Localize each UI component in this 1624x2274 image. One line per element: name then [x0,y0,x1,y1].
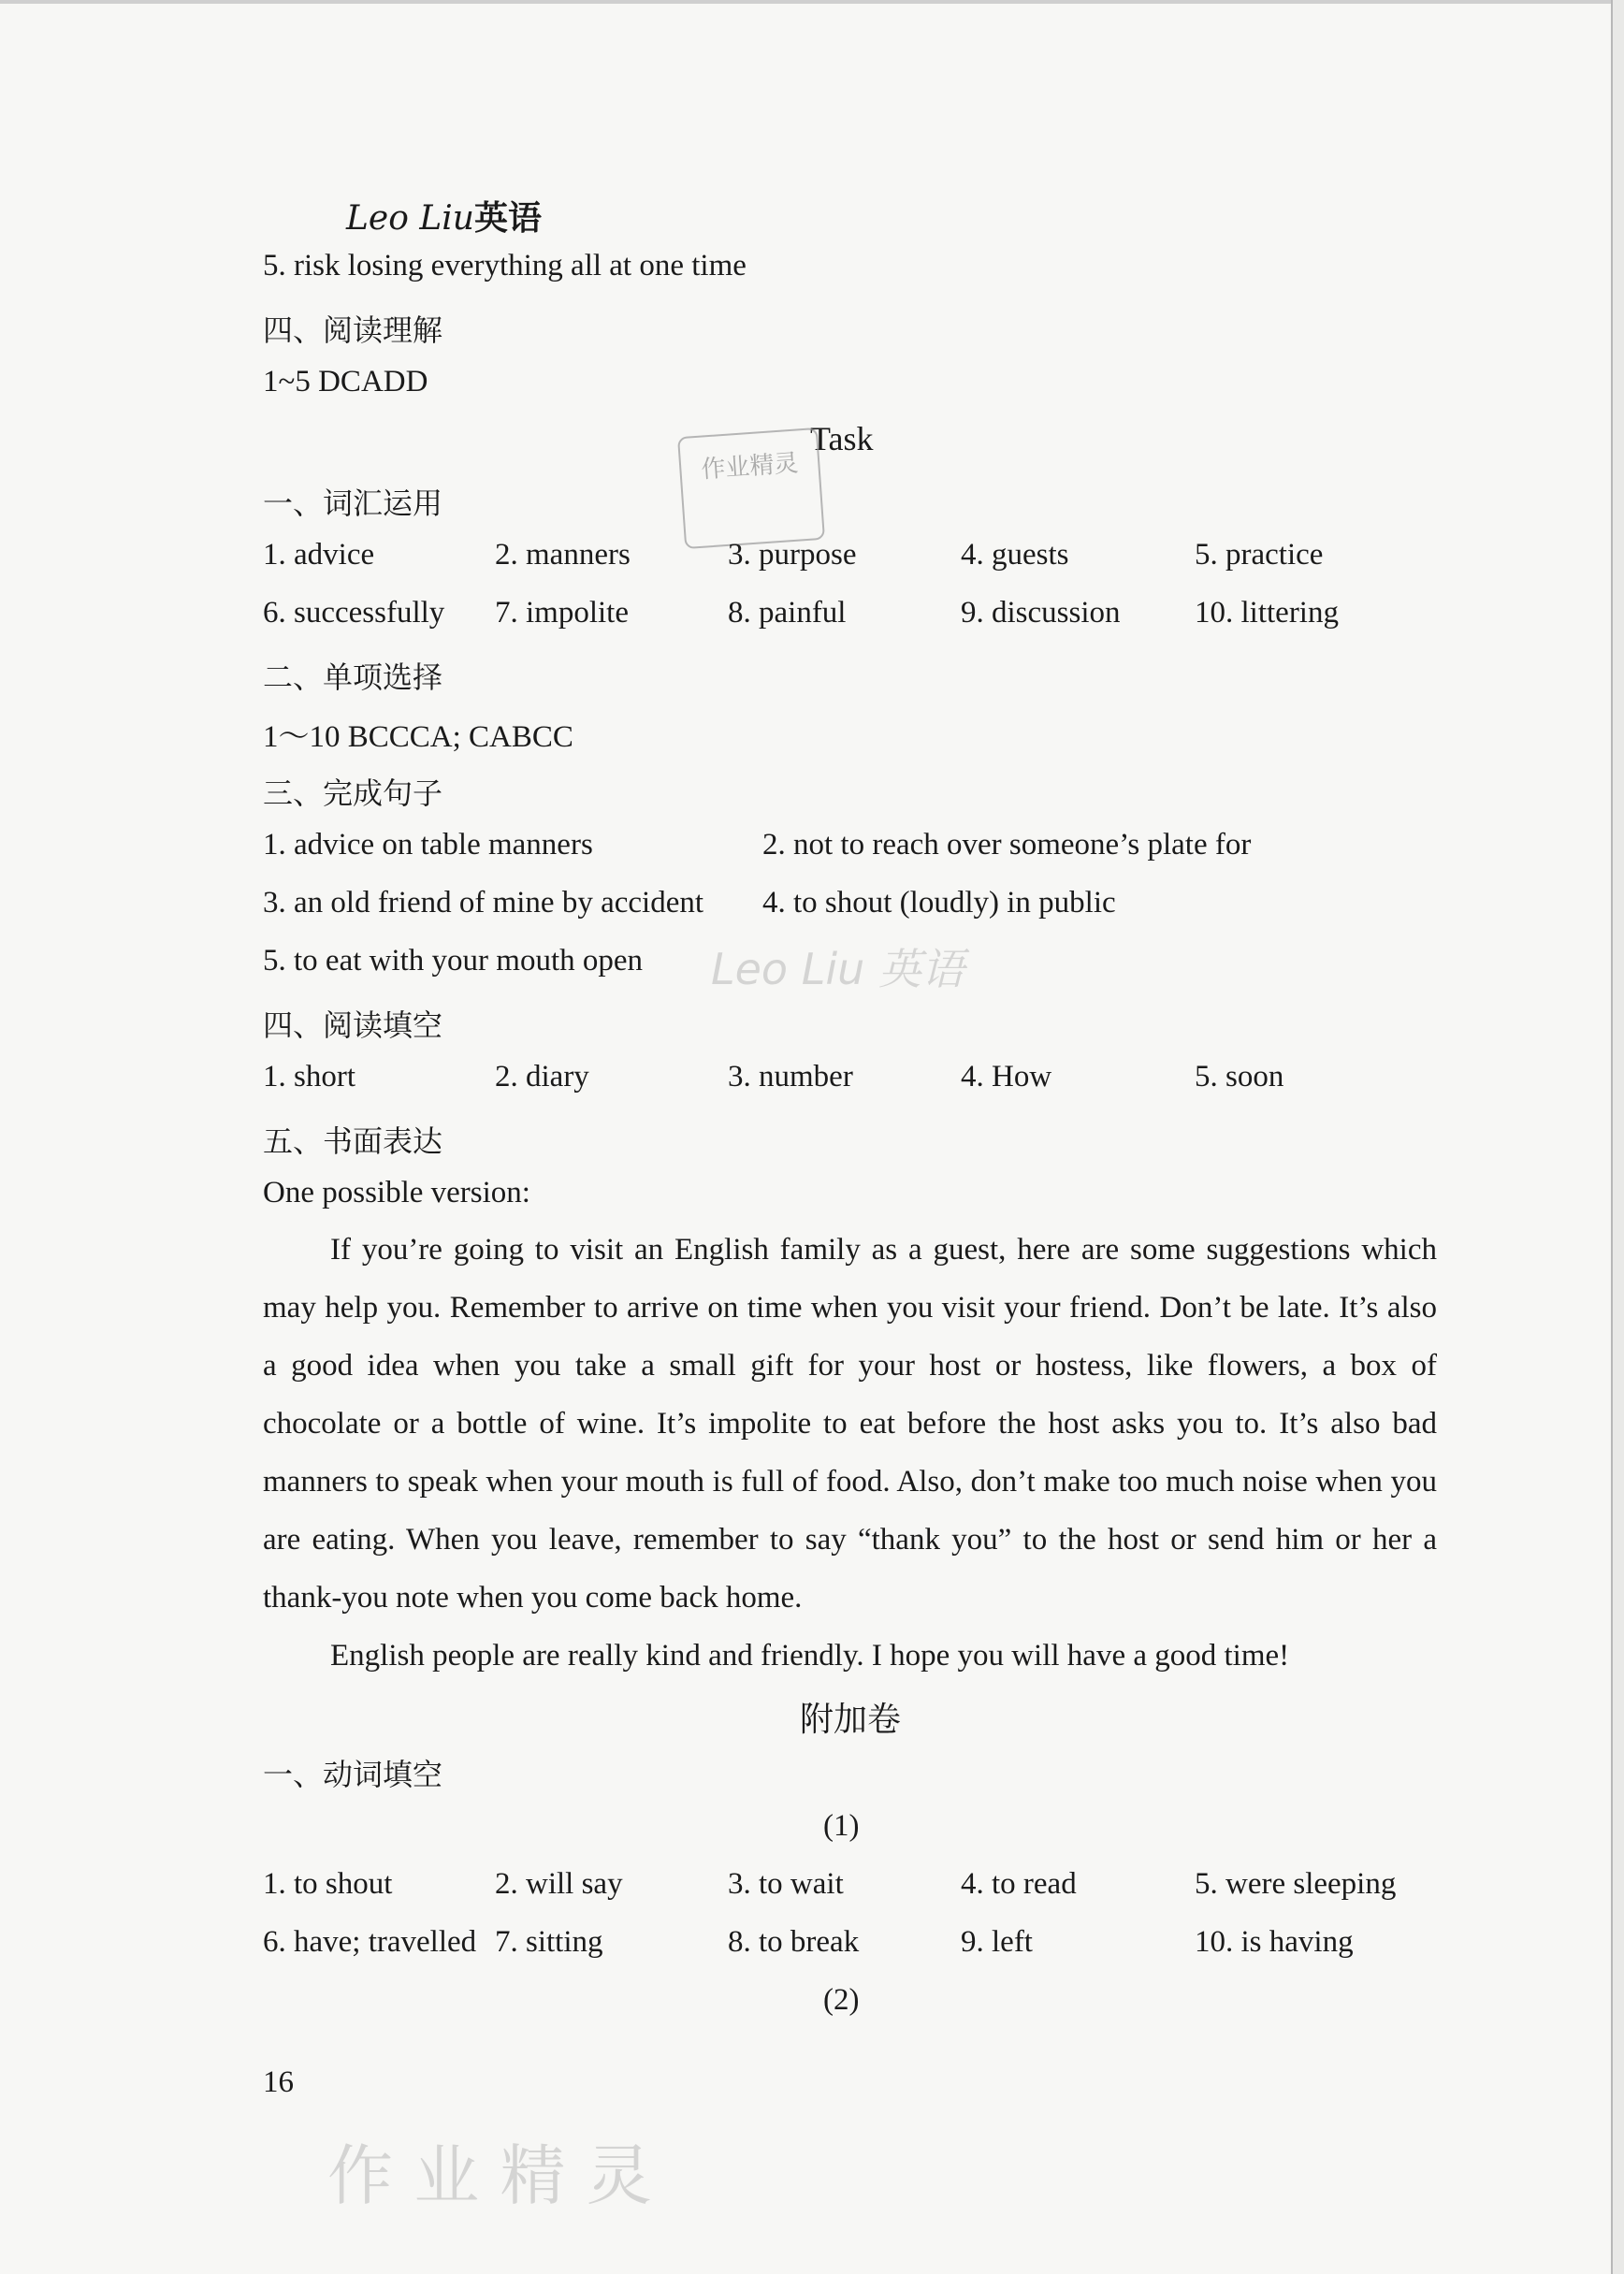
sentences-row-1 [263,828,1479,871]
brand-script: Leo Liu [346,199,474,238]
brand-logo [346,192,542,239]
verb-answer: 9. left [961,1925,1033,1959]
sentence-answer: 3. an old friend of mine by accident [263,886,704,920]
section-heading-sentences: 三、完成句子 [263,775,443,811]
vocab-answer: 7. impolite [495,596,629,630]
page-number: 16 [263,2065,294,2099]
section-heading-reading-comprehension: 四、阅读理解 [263,312,443,348]
vocab-answer: 1. advice [263,538,375,572]
essay-paragraph-2: English people are really kind and friendly. I hope you will have a good time! [330,1639,1290,1673]
vocab-answer: 9. discussion [961,596,1121,630]
vocab-answer: 10. littering [1195,596,1339,630]
vocab-answer: 8. painful [728,596,847,630]
section-heading-fill: 四、阅读填空 [263,1007,443,1043]
section-heading-vocab: 一、词汇运用 [263,485,443,521]
verb-answer: 6. have; travelled [263,1925,477,1959]
sentence-answer: 4. to shout (loudly) in public [762,886,1116,920]
page-edge [1611,0,1624,2274]
fill-row [263,1060,1479,1103]
verb-answer: 7. sitting [495,1925,603,1959]
stamp-text: 作业精灵 [700,449,800,485]
reading-comprehension-answer: 1~5 DCADD [263,365,428,398]
bottom-watermark: 作 业 精 灵 [327,2137,652,2214]
writing-essay [263,1221,1437,1685]
verb-answer: 8. to break [728,1925,860,1959]
essay-paragraph-1: If you’re going to visit an English family as a guest, here are some suggestions which may help you. Remember to arrive on time when you visit your friend. Don’t be late. It’s also a good idea when you take a small gift for your host or hostess, like flowers, a box of chocolate or a bottle of wine. It’s impolite to eat before the host asks you to. It’s also bad manners to speak when your mouth is full of food. Also, don’t make too much noise when you are eating. When you leave, remember to say “thank you” to the host or send him or her a thank-you note when you come back home. [263,1233,1437,1615]
fill-answer: 5. soon [1195,1060,1284,1094]
verb-answer: 4. to read [961,1867,1077,1901]
part-label-1: (1) [823,1809,860,1843]
vocab-row-1 [263,538,1479,581]
writing-intro: One possible version: [263,1176,530,1209]
verb-answer: 1. to shout [263,1867,393,1901]
sentence-answer: 1. advice on table manners [263,828,593,862]
sentence-answer: 2. not to reach over someone’s plate for [762,828,1252,862]
homework-stamp-watermark [677,427,825,549]
brand-faint-watermark: Leo Liu 英语 [711,944,964,994]
vocab-answer: 5. practice [1195,538,1324,572]
vocab-answer: 6. successfully [263,596,445,630]
sentence-answer: 5. to eat with your mouth open [263,944,644,978]
fill-answer: 4. How [961,1060,1052,1094]
choice-answer: 1～10 BCCCA; CABCC [263,720,573,754]
vocab-row-2 [263,596,1479,639]
vocab-answer: 4. guests [961,538,1069,572]
verbs-row-2 [263,1925,1479,1968]
section-heading-choice: 二、单项选择 [263,659,443,695]
verb-answer: 5. were sleeping [1195,1867,1397,1901]
appendix-title: 附加卷 [800,1701,902,1739]
fill-answer: 1. short [263,1060,355,1094]
verb-answer: 2. will say [495,1867,623,1901]
verbs-row-1 [263,1867,1479,1910]
top-border [0,0,1624,4]
fill-answer: 3. number [728,1060,853,1094]
vocab-answer: 2. manners [495,538,631,572]
brand-cjk: 英语 [473,198,542,238]
fill-answer: 2. diary [495,1060,589,1094]
section-heading-verbs: 一、动词填空 [263,1757,443,1792]
verb-answer: 3. to wait [728,1867,844,1901]
vocab-answer: 3. purpose [728,538,857,572]
task-title: Task [810,420,874,457]
part-label-2: (2) [823,1983,860,2017]
sentences-row-2 [263,886,1479,929]
verb-answer: 10. is having [1195,1925,1354,1959]
intro-answer-line: 5. risk losing everything all at one time [263,249,747,282]
section-heading-writing: 五、书面表达 [263,1123,443,1159]
